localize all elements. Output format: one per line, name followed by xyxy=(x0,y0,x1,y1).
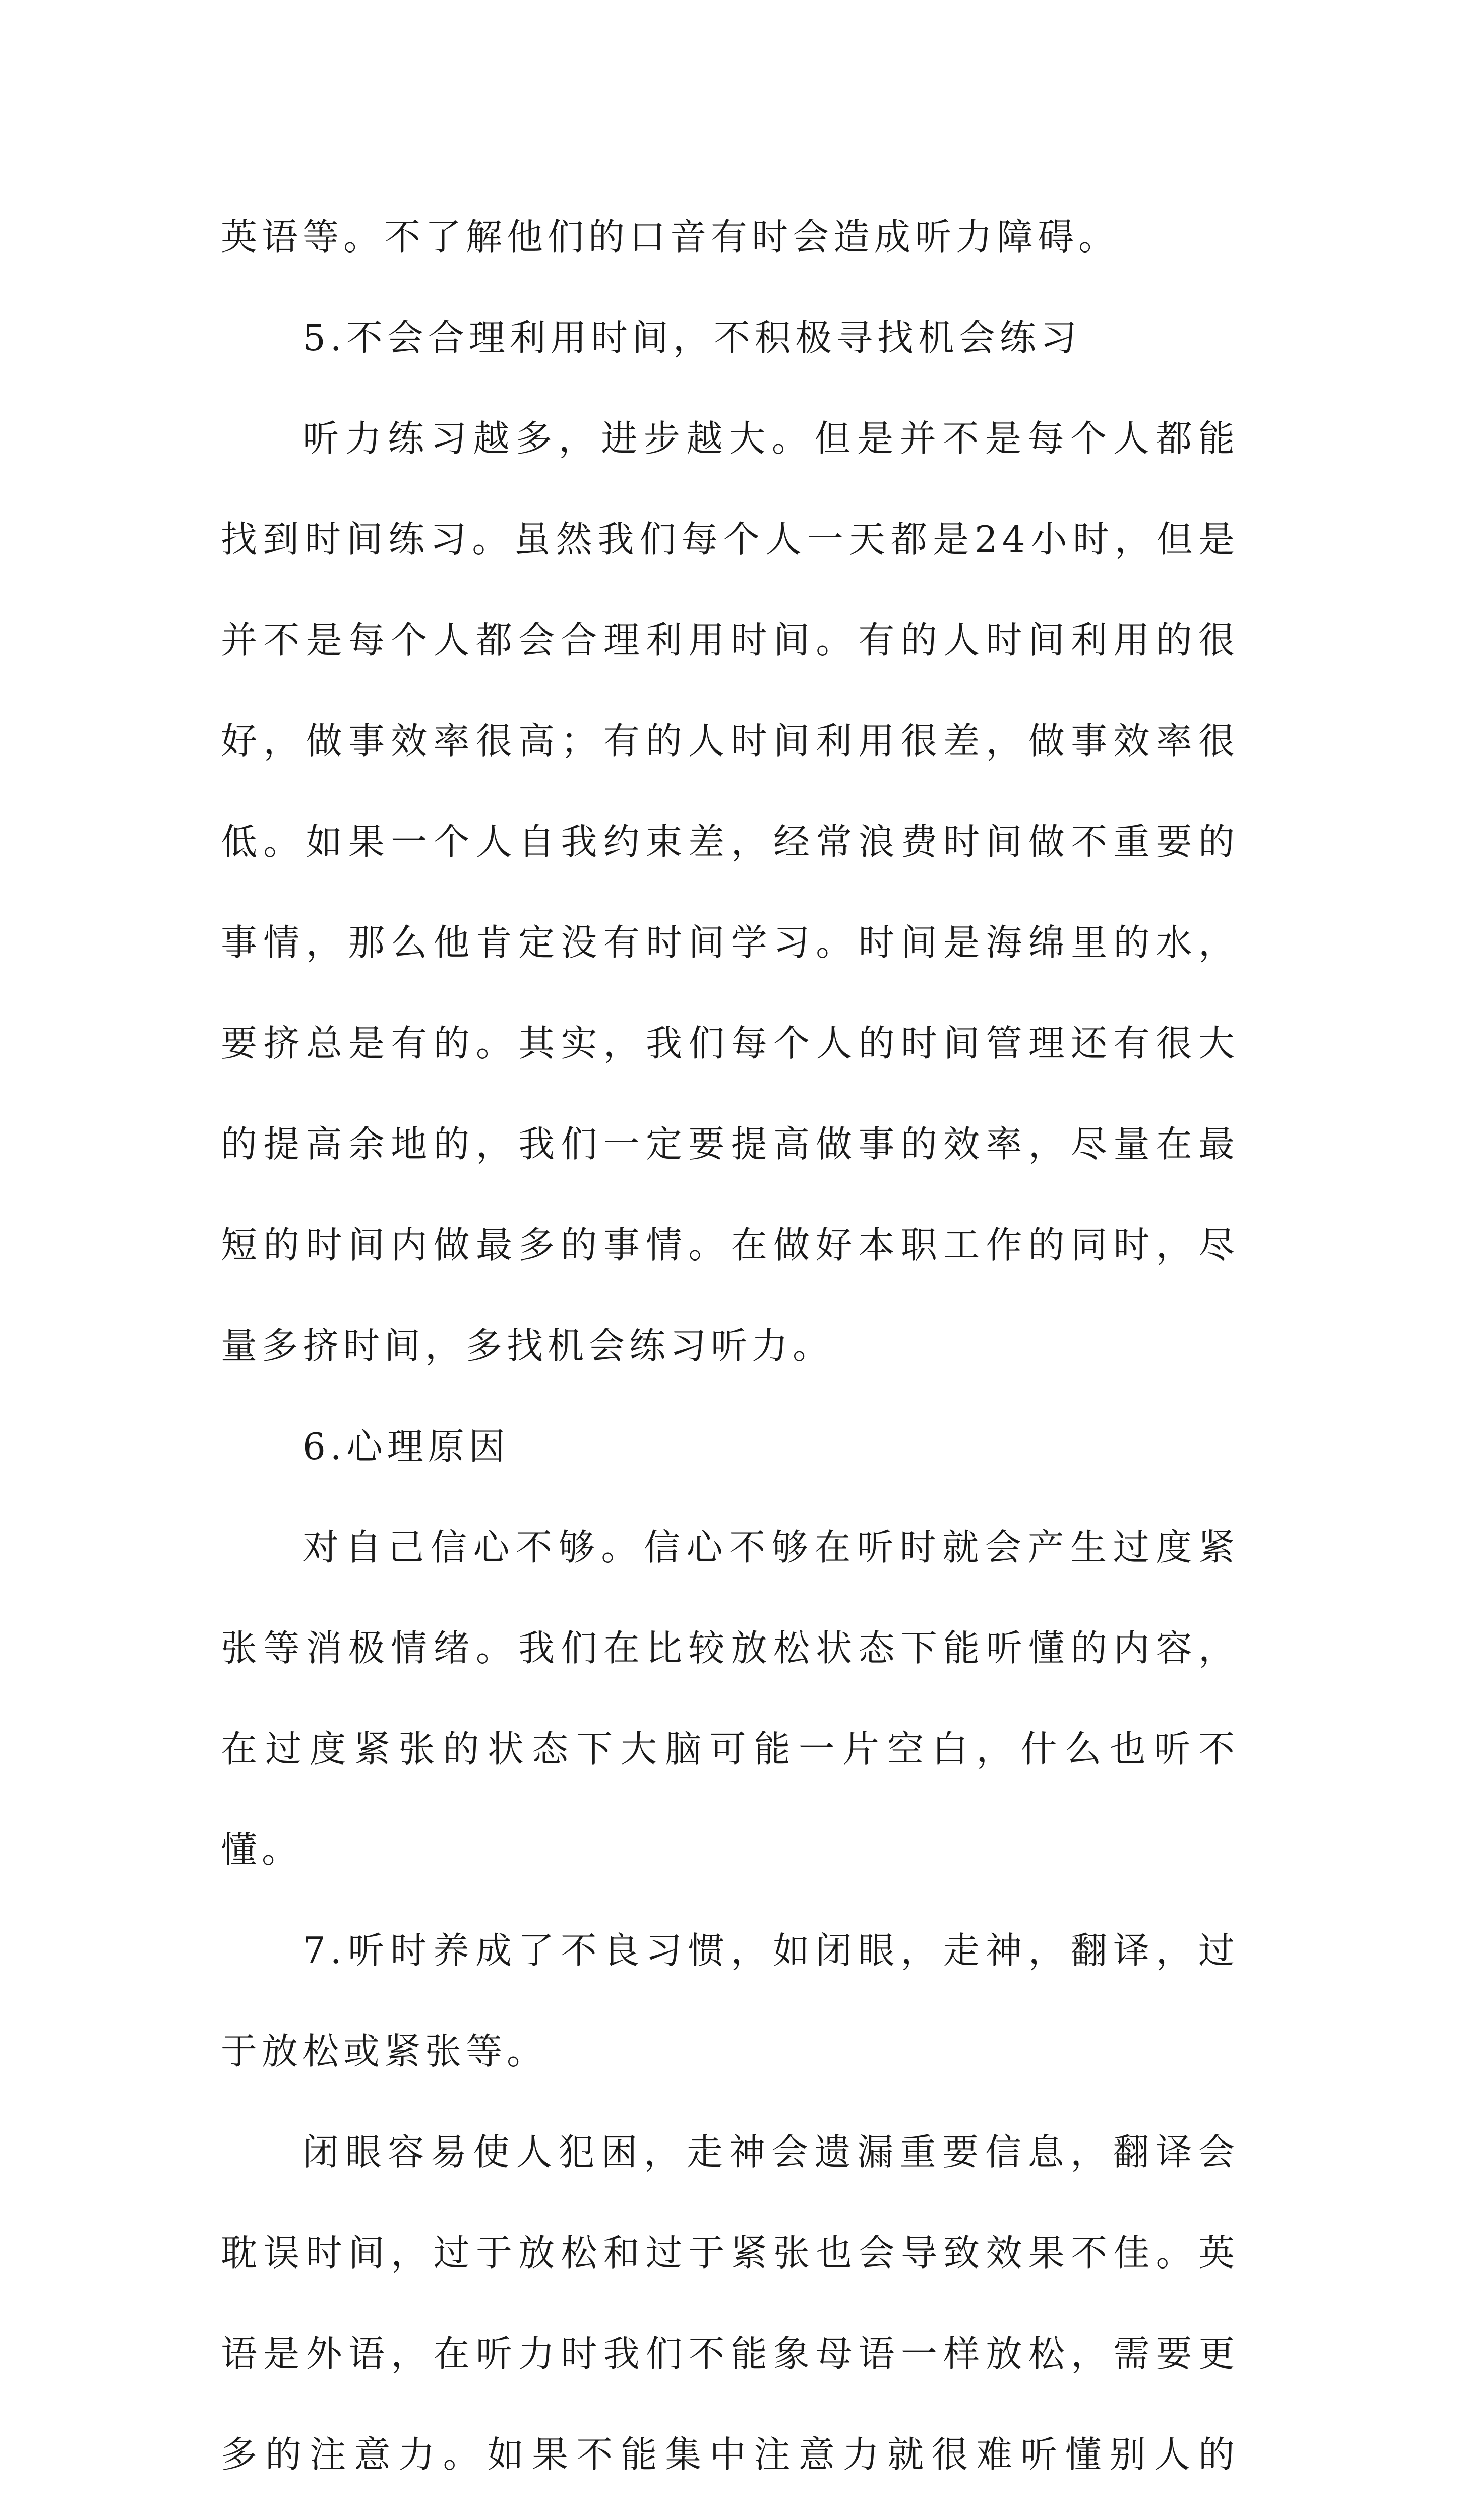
heading-6-psychology: 6.心理原因 xyxy=(302,1425,510,1468)
document-body xyxy=(221,186,1239,2520)
paragraph-1: 英语等。不了解他们的口音有时会造成听力障碍。 xyxy=(221,216,1120,258)
heading-7-bad-habits: 7.听时养成了不良习惯，如闭眼，走神，翻译，过于放松或紧张等。 xyxy=(221,1929,1239,2072)
paragraph-psychology: 对自己信心不够。信心不够在听时就会产生过度紧张等消极情绪。我们在比较放松状态下能听懂的内容，在过度紧张的状态下大脑可能一片空白，什么也听不懂。 xyxy=(221,1526,1239,1871)
paragraph-time-usage: 听力练习越多，进步越大。但是并不是每个人都能找到时间练习。虽然我们每个人一天都是24小时，但是并不是每个人都会合理利用时间。有的人时间利用的很好，做事效率很高；有的人时间利用很差，做事效率很低。如果一个人自我约束差，经常浪费时间做不重要的事情，那么他肯定没有时间学习。时间是海绵里的水，要挤总是有的。其实，我们每个人的时间管理还有很大的提高余地的，我们一定要提高做事的效率，尽量在最短的时间内做最多的事情。在做好本职工作的同时，尽量多挤时间，多找机会练习听力。 xyxy=(221,417,1239,1367)
heading-5-time-usage: 5.不会合理利用时间，不积极寻找机会练习 xyxy=(302,317,1081,359)
paragraph-bad-habits: 闭眼容易使人犯困，走神会遗漏重要信息，翻译会耽误时间，过于放松和过于紧张也会导致效果不佳。英语是外语，在听力时我们不能象母语一样放松，需要更多的注意力。如果不能集中注意力就很难听懂别人的 xyxy=(221,2131,1239,2476)
